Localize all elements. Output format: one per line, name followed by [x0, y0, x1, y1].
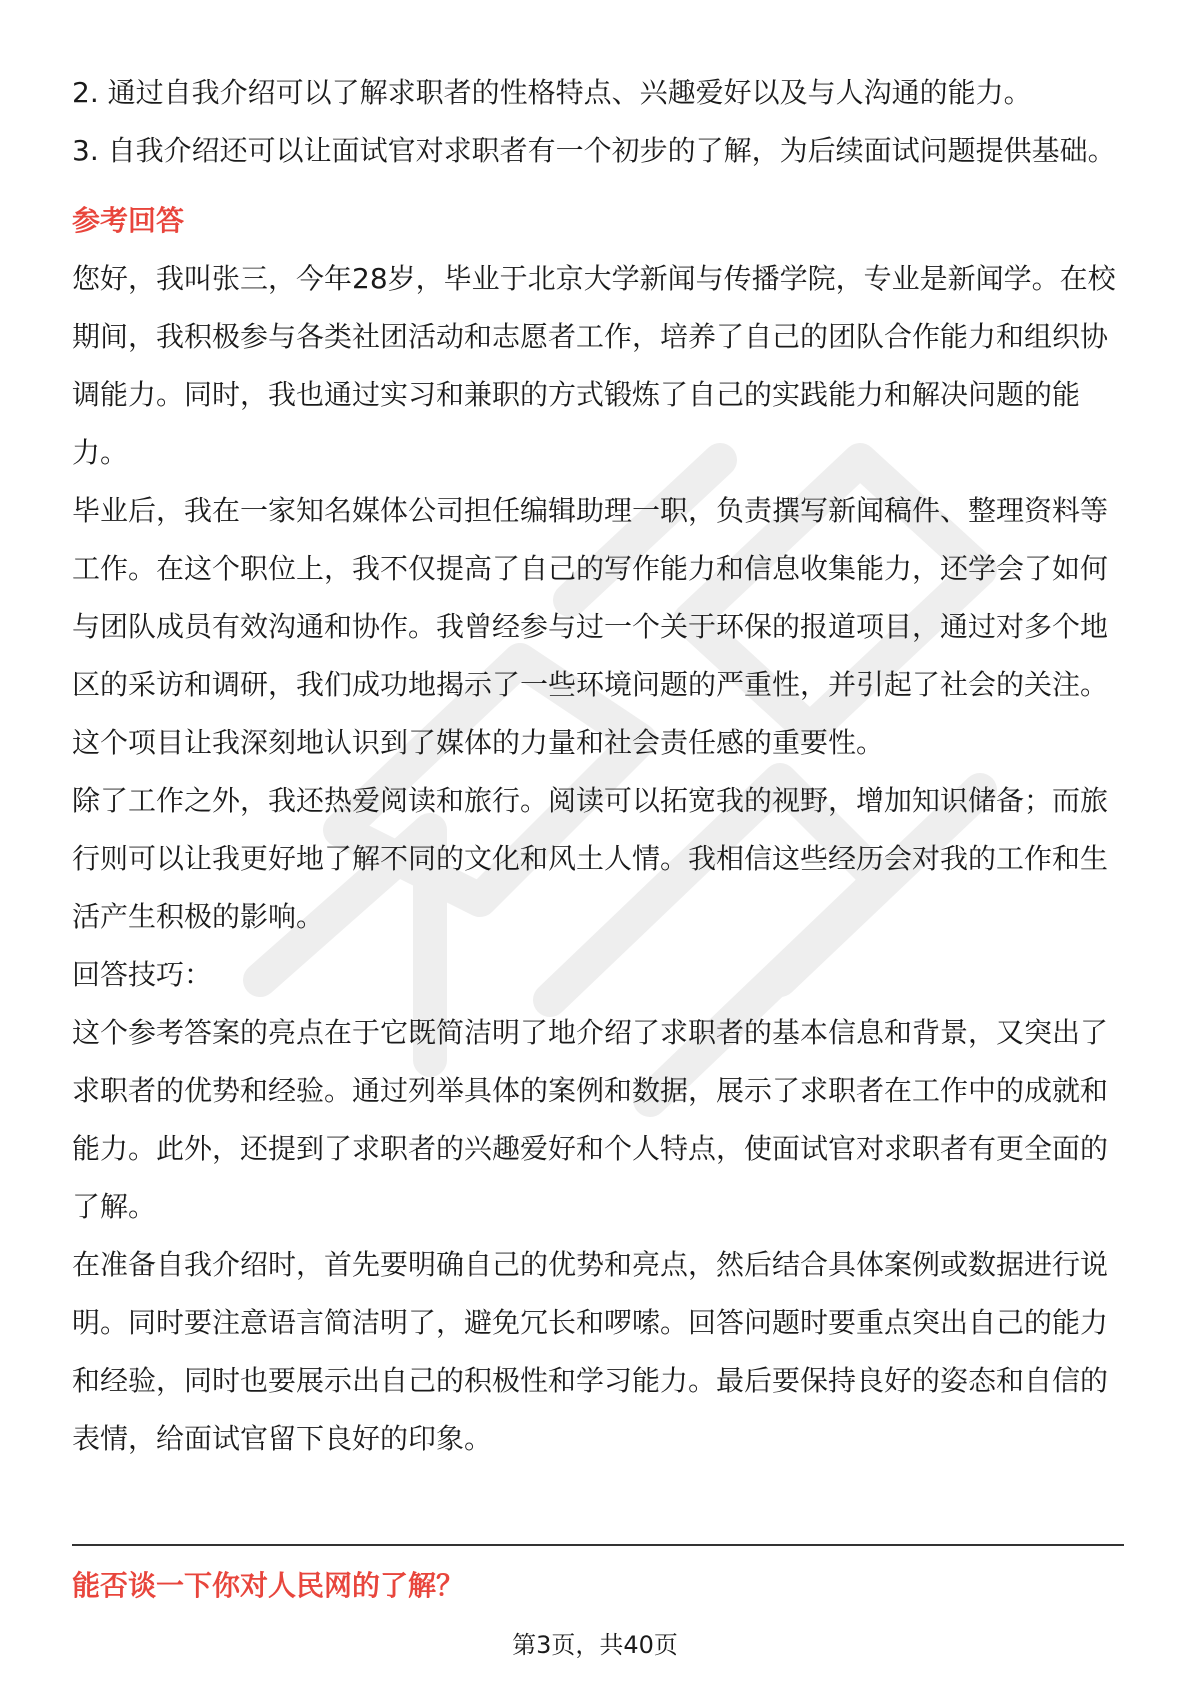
answer-paragraph-2: 毕业后，我在一家知名媒体公司担任编辑助理一职，负责撰写新闻稿件、整理资料等工作。在这个职位上，我不仅提高了自己的写作能力和信息收集能力，还学会了如何与团队成员有效沟通和协作。我曾经参与过一个关于环保的报道项目，通过对多个地区的采访和调研，我们成功地揭示了一些环境问题的严重性，并引起了社会的关注。这个项目让我深刻地认识到了媒体的力量和社会责任感的重要性。: [72, 494, 1109, 759]
answer-paragraph-3: 除了工作之外，我还热爱阅读和旅行。阅读可以拓宽我的视野，增加知识储备；而旅行则可以让我更好地了解不同的文化和风土人情。我相信这些经历会对我的工作和生活产生积极的影响。: [72, 784, 1109, 933]
list-item-3: 3. 自我介绍还可以让面试官对求职者有一个初步的了解，为后续面试问题提供基础。: [72, 134, 1116, 167]
answer-paragraph-1: 您好，我叫张三，今年28岁，毕业于北京大学新闻与传播学院，专业是新闻学。在校期间，我积极参与各类社团活动和志愿者工作，培养了自己的团队合作能力和组织协调能力。同时，我也通过实习和兼职的方式锻炼了自己的实践能力和解决问题的能力。: [72, 262, 1116, 469]
tips-paragraph-2: 在准备自我介绍时，首先要明确自己的优势和亮点，然后结合具体案例或数据进行说明。同时要注意语言简洁明了，避免冗长和啰嗦。回答问题时要重点突出自己的能力和经验，同时也要展示出自己的积极性和学习能力。最后要保持良好的姿态和自信的表情，给面试官留下良好的印象。: [72, 1248, 1109, 1455]
next-question-heading: 能否谈一下你对人民网的了解？: [72, 1569, 465, 1602]
list-item-2: 2. 通过自我介绍可以了解求职者的性格特点、兴趣爱好以及与人沟通的能力。: [72, 76, 1032, 109]
tips-heading: 回答技巧：: [72, 958, 213, 991]
page-number: 第3页，共40页: [512, 1631, 678, 1659]
tips-paragraph-1: 这个参考答案的亮点在于它既简洁明了地介绍了求职者的基本信息和背景，又突出了求职者的优势和经验。通过列举具体的案例和数据，展示了求职者在工作中的成就和能力。此外，还提到了求职者的兴趣爱好和个人特点，使面试官对求职者有更全面的了解。: [72, 1016, 1109, 1223]
main-content: [72, 64, 1124, 1468]
section-divider: [72, 1544, 1124, 1546]
reference-answer-heading: 参考回答: [72, 204, 185, 237]
